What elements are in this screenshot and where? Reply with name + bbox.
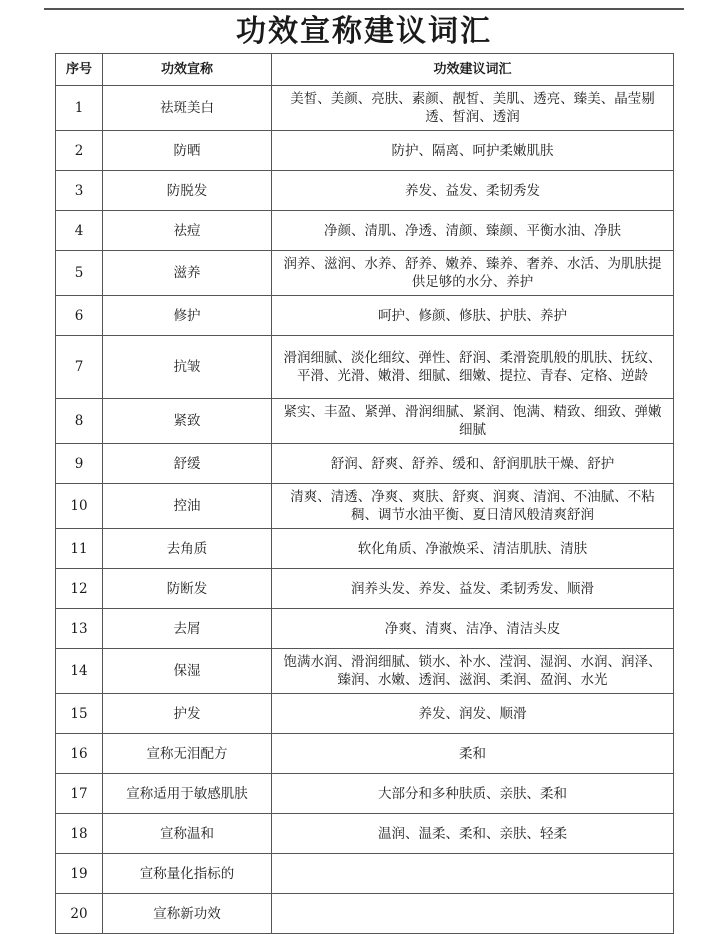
row-words: 软化角质、净澈焕采、清洁肌肤、清肤 (272, 529, 674, 569)
row-claim: 舒缓 (103, 444, 272, 484)
table-row (56, 814, 674, 854)
row-words: 呵护、修颜、修肤、护肤、养护 (272, 296, 674, 336)
table-row (56, 131, 674, 171)
row-no: 13 (56, 609, 103, 649)
row-no: 20 (56, 894, 103, 934)
row-words (272, 894, 674, 934)
document-title: 功效宣称建议词汇 (236, 14, 492, 49)
table-row (56, 734, 674, 774)
row-no: 18 (56, 814, 103, 854)
header-claim: 功效宣称 (103, 54, 272, 86)
row-claim: 防晒 (103, 131, 272, 171)
row-claim: 控油 (103, 484, 272, 529)
row-claim: 去角质 (103, 529, 272, 569)
row-claim: 防断发 (103, 569, 272, 609)
row-claim: 防脱发 (103, 171, 272, 211)
row-words: 美皙、美颜、亮肤、素颜、靓皙、美肌、透亮、臻美、晶莹剔透、皙润、透润 (272, 86, 674, 131)
top-rule (44, 8, 684, 10)
header-words: 功效建议词汇 (272, 54, 674, 86)
row-words (272, 854, 674, 894)
table-row (56, 86, 674, 131)
row-no: 16 (56, 734, 103, 774)
row-no: 19 (56, 854, 103, 894)
row-words: 防护、隔离、呵护柔嫩肌肤 (272, 131, 674, 171)
table-row (56, 774, 674, 814)
row-words: 温润、温柔、柔和、亲肤、轻柔 (272, 814, 674, 854)
row-claim: 抗皱 (103, 336, 272, 399)
row-no: 7 (56, 336, 103, 399)
row-claim: 宣称适用于敏感肌肤 (103, 774, 272, 814)
row-no: 1 (56, 86, 103, 131)
table-row (56, 649, 674, 694)
row-no: 3 (56, 171, 103, 211)
row-no: 6 (56, 296, 103, 336)
table-row (56, 171, 674, 211)
row-no: 15 (56, 694, 103, 734)
row-claim: 紧致 (103, 399, 272, 444)
row-no: 17 (56, 774, 103, 814)
table-row (56, 529, 674, 569)
row-words: 净爽、清爽、洁净、清洁头皮 (272, 609, 674, 649)
row-words: 润养头发、养发、益发、柔韧秀发、顺滑 (272, 569, 674, 609)
table-row (56, 609, 674, 649)
row-no: 2 (56, 131, 103, 171)
table-row (56, 399, 674, 444)
row-words: 柔和 (272, 734, 674, 774)
row-claim: 宣称温和 (103, 814, 272, 854)
row-claim: 祛痘 (103, 211, 272, 251)
table-row (56, 444, 674, 484)
row-no: 8 (56, 399, 103, 444)
header-no: 序号 (56, 54, 103, 86)
row-words: 大部分和多种肤质、亲肤、柔和 (272, 774, 674, 814)
table-row (56, 854, 674, 894)
row-no: 10 (56, 484, 103, 529)
row-words: 饱满水润、滑润细腻、锁水、补水、滢润、湿润、水润、润泽、臻润、水嫩、透润、滋润、柔润、盈润、水光 (272, 649, 674, 694)
row-no: 11 (56, 529, 103, 569)
row-words: 舒润、舒爽、舒养、缓和、舒润肌肤干燥、舒护 (272, 444, 674, 484)
row-claim: 修护 (103, 296, 272, 336)
row-words: 滑润细腻、淡化细纹、弹性、舒润、柔滑瓷肌般的肌肤、抚纹、平滑、光滑、嫩滑、细腻、细嫩、提拉、青春、定格、逆龄 (272, 336, 674, 399)
row-words: 润养、滋润、水养、舒养、嫩养、臻养、奢养、水活、为肌肤提供足够的水分、养护 (272, 251, 674, 296)
table-row (56, 894, 674, 934)
row-claim: 祛斑美白 (103, 86, 272, 131)
table-row (56, 296, 674, 336)
row-claim: 宣称无泪配方 (103, 734, 272, 774)
row-no: 12 (56, 569, 103, 609)
row-claim: 滋养 (103, 251, 272, 296)
row-no: 14 (56, 649, 103, 694)
row-claim: 保湿 (103, 649, 272, 694)
table-header-row (56, 54, 674, 86)
table-row (56, 336, 674, 399)
row-words: 养发、润发、顺滑 (272, 694, 674, 734)
row-words: 清爽、清透、净爽、爽肤、舒爽、润爽、清润、不油腻、不粘稠、调节水油平衡、夏日清风般清爽舒润 (272, 484, 674, 529)
row-no: 5 (56, 251, 103, 296)
table-row (56, 694, 674, 734)
row-no: 9 (56, 444, 103, 484)
row-claim: 护发 (103, 694, 272, 734)
row-words: 净颜、清肌、净透、清颜、臻颜、平衡水油、净肤 (272, 211, 674, 251)
row-claim: 宣称新功效 (103, 894, 272, 934)
row-no: 4 (56, 211, 103, 251)
table-row (56, 484, 674, 529)
row-claim: 宣称量化指标的 (103, 854, 272, 894)
claims-table (55, 53, 674, 934)
row-words: 养发、益发、柔韧秀发 (272, 171, 674, 211)
table-row (56, 251, 674, 296)
row-words: 紧实、丰盈、紧弹、滑润细腻、紧润、饱满、精致、细致、弹嫩细腻 (272, 399, 674, 444)
table-row (56, 569, 674, 609)
row-claim: 去屑 (103, 609, 272, 649)
table-row (56, 211, 674, 251)
